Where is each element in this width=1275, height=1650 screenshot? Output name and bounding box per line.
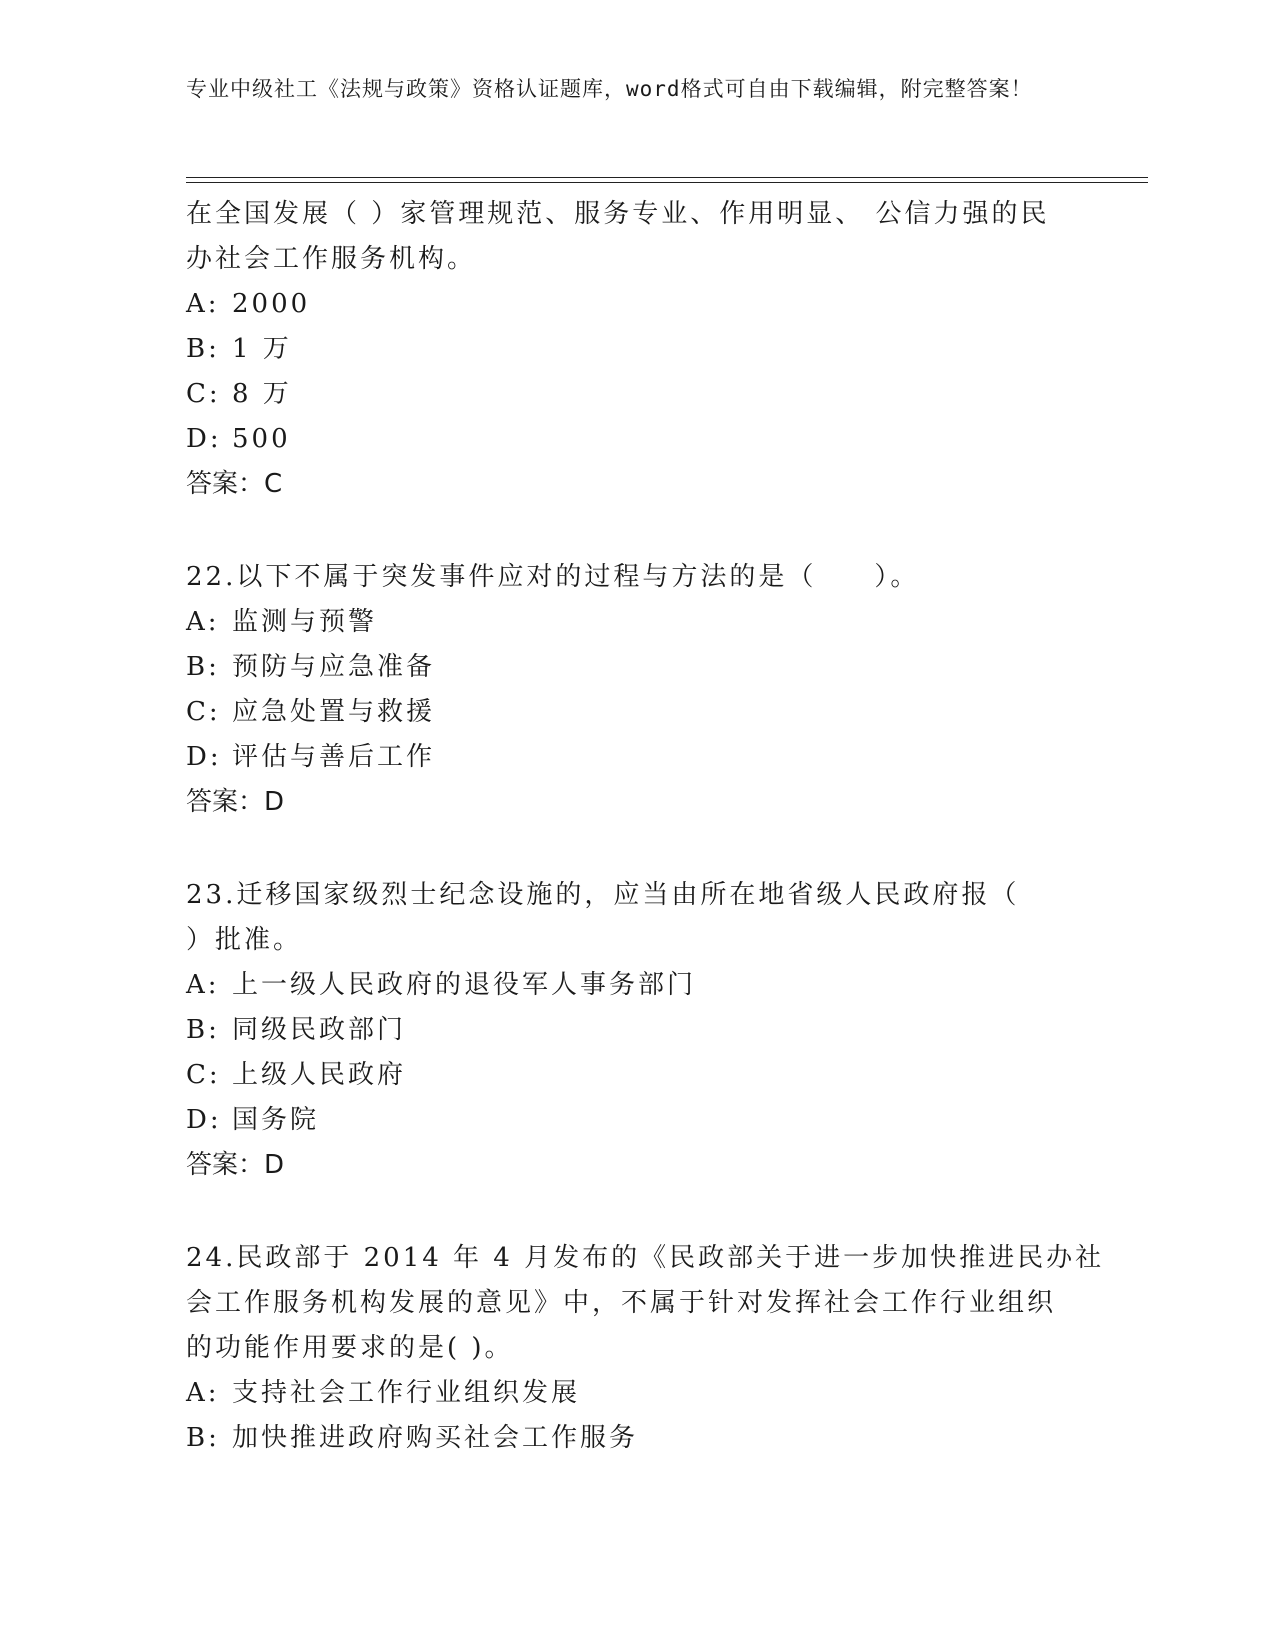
question-block xyxy=(186,555,1086,825)
option-a xyxy=(186,963,1086,1008)
option-d xyxy=(186,1098,1086,1143)
option-text: 支持社会工作行业组织发展 xyxy=(232,1378,581,1408)
answer-line: 答案：C xyxy=(186,469,283,499)
option-b xyxy=(186,645,1086,690)
option-text: 预防与应急准备 xyxy=(232,652,436,682)
option-c xyxy=(186,1053,1086,1098)
question-list xyxy=(186,192,1105,1461)
option-key: A: xyxy=(186,970,220,1000)
option-key: C: xyxy=(186,697,221,727)
question-text: 的功能作用要求的是( )。 xyxy=(186,1333,514,1363)
option-key: D: xyxy=(186,1105,222,1135)
option-b xyxy=(186,1008,1086,1053)
option-text: 同级民政部门 xyxy=(232,1015,407,1045)
question-block xyxy=(186,192,1086,507)
question-text: 办社会工作服务机构。 xyxy=(186,244,477,274)
option-key: B: xyxy=(186,1423,220,1453)
option-key: A: xyxy=(186,289,220,319)
option-b xyxy=(186,327,1086,372)
option-text: 1 万 xyxy=(232,334,292,364)
question-text: 在全国发展（ ）家管理规范、服务专业、作用明显、 公信力强的民 xyxy=(186,199,1050,229)
option-key: B: xyxy=(186,334,220,364)
option-text: 上级人民政府 xyxy=(232,1060,407,1090)
question-text: ）批准。 xyxy=(186,925,303,955)
option-text: 2000 xyxy=(232,289,311,319)
option-d xyxy=(186,735,1086,780)
question-text: 24.民政部于 2014 年 4 月发布的《民政部关于进一步加快推进民办社 xyxy=(186,1243,1105,1273)
option-text: 评估与善后工作 xyxy=(232,742,436,772)
question-text: 22.以下不属于突发事件应对的过程与方法的是（ ）。 xyxy=(186,562,920,592)
option-key: D: xyxy=(186,424,222,454)
answer-line: 答案：D xyxy=(186,1150,285,1180)
option-text: 加快推进政府购买社会工作服务 xyxy=(232,1423,639,1453)
option-a xyxy=(186,1371,1086,1416)
option-c xyxy=(186,372,1086,417)
question-block xyxy=(186,873,1086,1188)
header-rule-bottom xyxy=(186,182,1148,183)
option-b xyxy=(186,1416,1086,1461)
question-text: 会工作服务机构发展的意见》中，不属于针对发挥社会工作行业组织 xyxy=(186,1288,1057,1318)
option-key: C: xyxy=(186,379,221,409)
option-text: 监测与预警 xyxy=(232,607,378,637)
option-a xyxy=(186,600,1086,645)
option-text: 上一级人民政府的退役军人事务部门 xyxy=(232,970,697,1000)
option-text: 500 xyxy=(232,424,291,454)
option-key: B: xyxy=(186,652,220,682)
answer-line: 答案：D xyxy=(186,787,285,817)
option-key: A: xyxy=(186,607,220,637)
option-text: 8 万 xyxy=(232,379,292,409)
option-key: D: xyxy=(186,742,222,772)
document-header: 专业中级社工《法规与政策》资格认证题库，word格式可自由下载编辑，附完整答案！ xyxy=(186,77,1033,101)
question-text: 23.迁移国家级烈士纪念设施的，应当由所在地省级人民政府报（ xyxy=(186,880,1020,910)
option-d xyxy=(186,417,1086,462)
option-a xyxy=(186,282,1086,327)
option-key: B: xyxy=(186,1015,220,1045)
question-block xyxy=(186,1236,1105,1461)
option-key: A: xyxy=(186,1378,220,1408)
option-text: 国务院 xyxy=(232,1105,320,1135)
header-rule-top xyxy=(186,177,1148,178)
option-key: C: xyxy=(186,1060,221,1090)
option-text: 应急处置与救援 xyxy=(232,697,436,727)
option-c xyxy=(186,690,1086,735)
